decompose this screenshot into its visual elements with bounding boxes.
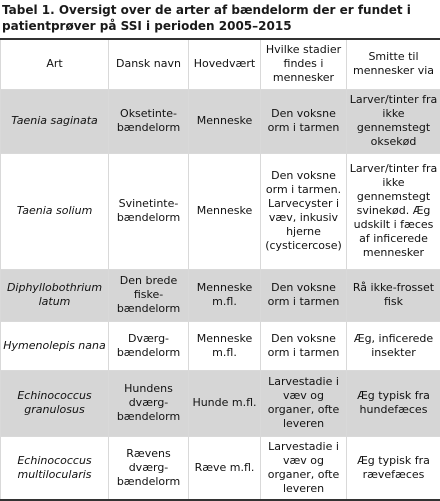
cell-smitte: Larver/tinter fra ikke gennemstegt svinekød. Æg udskilt i fæces af inficerede mennesker	[347, 153, 440, 269]
table-row	[1, 89, 440, 153]
cell-hovedvaert: Menneske	[189, 153, 261, 269]
table-row	[1, 153, 440, 269]
cell-smitte: Æg typisk fra hundefæces	[347, 370, 440, 436]
column-header-stadier: Hvilke stadier findes i mennesker	[261, 39, 347, 89]
cell-smitte: Larver/tinter fra ikke gennemstegt oksekød	[347, 89, 440, 153]
cell-stadier: Den voksne orm i tarmen	[261, 321, 347, 370]
cell-stadier: Den voksne orm i tarmen	[261, 89, 347, 153]
cell-art: Echinococcus granulosus	[1, 370, 109, 436]
cell-stadier: Den voksne orm i tarmen	[261, 269, 347, 321]
cell-smitte: Æg, inficerede insekter	[347, 321, 440, 370]
cell-dansk-navn: Dværg-bændelorm	[109, 321, 189, 370]
tapeworm-table	[0, 38, 440, 501]
table-caption: Tabel 1. Oversigt over de arter af bændelorm der er fundet i patientprøver på SSI i perioden 2005–2015	[2, 2, 438, 34]
cell-stadier: Larvestadie i væv og organer, ofte leveren	[261, 370, 347, 436]
cell-dansk-navn: Rævens dværg-bændelorm	[109, 436, 189, 500]
column-header-smitte: Smitte til mennesker via	[347, 39, 440, 89]
table-row	[1, 370, 440, 436]
cell-art: Echinococcus multilocularis	[1, 436, 109, 500]
cell-hovedvaert: Hunde m.fl.	[189, 370, 261, 436]
cell-dansk-navn: Hundens dværg-bændelorm	[109, 370, 189, 436]
column-header-hovedvaert: Hovedvært	[189, 39, 261, 89]
header-row	[1, 39, 440, 89]
cell-smitte: Rå ikke-frosset fisk	[347, 269, 440, 321]
cell-art: Diphyllobothrium latum	[1, 269, 109, 321]
cell-stadier: Den voksne orm i tarmen. Larvecyster i væv, inkusiv hjerne (cysticercose)	[261, 153, 347, 269]
cell-dansk-navn: Svinetinte-bændelorm	[109, 153, 189, 269]
cell-art: Taenia saginata	[1, 89, 109, 153]
cell-art: Taenia solium	[1, 153, 109, 269]
table-row	[1, 436, 440, 500]
cell-dansk-navn: Oksetinte-bændelorm	[109, 89, 189, 153]
cell-stadier: Larvestadie i væv og organer, ofte leveren	[261, 436, 347, 500]
cell-art: Hymenolepis nana	[1, 321, 109, 370]
column-header-art: Art	[1, 39, 109, 89]
column-header-dansk-navn: Dansk navn	[109, 39, 189, 89]
cell-hovedvaert: Menneske m.fl.	[189, 321, 261, 370]
cell-hovedvaert: Ræve m.fl.	[189, 436, 261, 500]
cell-dansk-navn: Den brede fiske-bændelorm	[109, 269, 189, 321]
cell-smitte: Æg typisk fra rævefæces	[347, 436, 440, 500]
table-row	[1, 321, 440, 370]
cell-hovedvaert: Menneske m.fl.	[189, 269, 261, 321]
table-row	[1, 269, 440, 321]
cell-hovedvaert: Menneske	[189, 89, 261, 153]
